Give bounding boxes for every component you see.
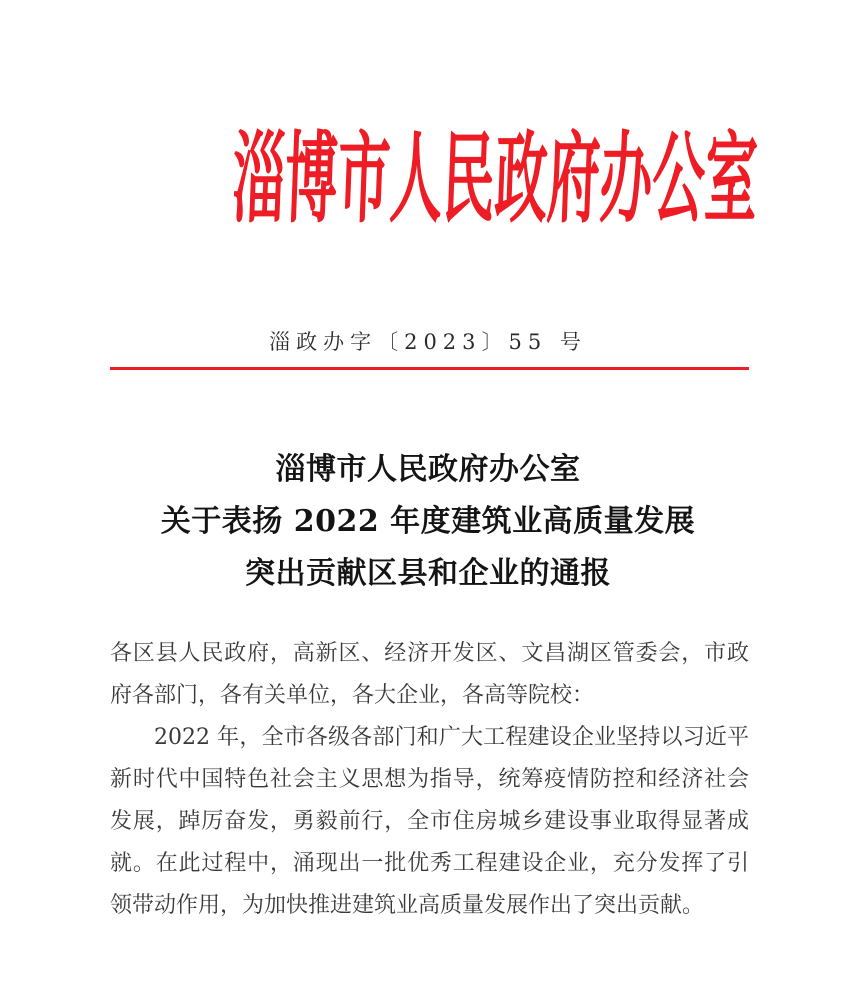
title-line-1: 淄博市人民政府办公室 bbox=[275, 452, 581, 487]
body-line: 2022 年，全市各级各部门和广大工程建设企业坚持以习近平 bbox=[154, 725, 749, 750]
document-number: 淄政办字〔2023〕55 号 bbox=[269, 330, 587, 354]
body-line: 各区县人民政府，高新区、经济开发区、文昌湖区管委会，市政 bbox=[110, 641, 749, 666]
red-divider-line bbox=[110, 367, 749, 370]
red-masthead bbox=[0, 121, 856, 237]
title-line-3: 突出贡献区县和企业的通报 bbox=[245, 556, 611, 591]
issuing-agency-name: 淄博市人民政府办公室 bbox=[230, 121, 760, 237]
document-title bbox=[0, 444, 856, 600]
body-line: 就。在此过程中，涌现出一批优秀工程建设企业，充分发挥了引 bbox=[110, 851, 749, 876]
body-line: 新时代中国特色社会主义思想为指导，统筹疫情防控和经济社会 bbox=[110, 767, 749, 792]
title-line-2: 关于表扬 2022 年度建筑业高质量发展 bbox=[160, 504, 696, 539]
body-line: 府各部门，各有关单位，各大企业，各高等院校： bbox=[110, 683, 595, 708]
paragraph-main bbox=[110, 717, 749, 927]
document-body bbox=[110, 633, 749, 927]
paragraph-addressees bbox=[110, 633, 749, 717]
body-line: 发展，踔厉奋发，勇毅前行，全市住房城乡建设事业取得显著成 bbox=[110, 809, 749, 834]
body-line: 领带动作用，为加快推进建筑业高质量发展作出了突出贡献。 bbox=[110, 893, 705, 918]
